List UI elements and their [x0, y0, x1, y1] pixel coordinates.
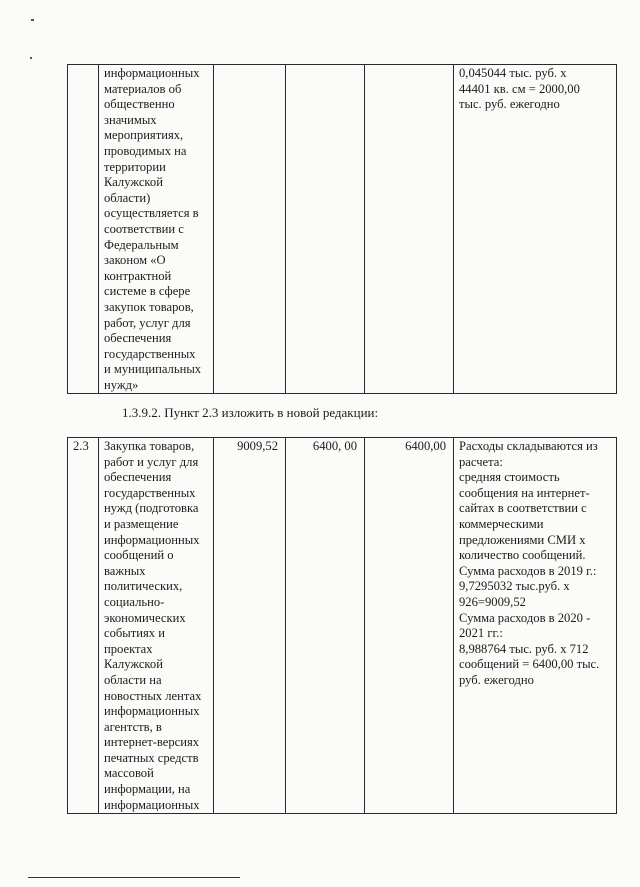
- cell-description: Закупка товаров, работ и услуг для обеспечения государственных нужд (подготовка и размещение информационных сообщений о важных политических, социально- экономических событиях и проектах Калужской области на новостных лентах информационных агентств, в интернет-версиях печатных средств массовой информации, на информационных: [99, 438, 214, 814]
- scan-artifact: [30, 57, 32, 59]
- cell-item-number: [68, 65, 99, 394]
- cell-amount-2021: 6400,00: [365, 438, 454, 814]
- budget-table-item-2-3: [67, 437, 617, 814]
- budget-table-continuation: [67, 64, 617, 394]
- cell-justification: Расходы складываются из расчета: средняя стоимость сообщения на интернет- сайтах в соответствии с коммерческими предложениями СМИ х количество сообщений. Сумма расходов в 2019 г.: 9,7295032 тыс.руб. х 926=9009,52 Сумма расходов в 2020 - 2021 гг.: 8,988764 тыс. руб. х 712 сообщений = 6400,00 тыс. руб. ежегодно: [454, 438, 617, 814]
- cell-amount-2020: [286, 65, 365, 394]
- scan-artifact: [31, 19, 34, 21]
- cell-amount-2019: 9009,52: [214, 438, 286, 814]
- table-row: [68, 438, 617, 814]
- cell-item-number: 2.3: [68, 438, 99, 814]
- footnote-rule: [28, 877, 240, 878]
- cell-amount-2021: [365, 65, 454, 394]
- cell-amount-2019: [214, 65, 286, 394]
- cell-description: информационных материалов об общественно значимых мероприятиях, проводимых на территории Калужской области) осуществляется в соответствии с Федеральным законом «О контрактной системе в сфере закупок товаров, работ, услуг для обеспечения государственных и муниципальных нужд»: [99, 65, 214, 394]
- cell-amount-2020: 6400, 00: [286, 438, 365, 814]
- table-row: [68, 65, 617, 394]
- cell-justification: 0,045044 тыс. руб. х 44401 кв. см = 2000,00 тыс. руб. ежегодно: [454, 65, 617, 394]
- amendment-paragraph: 1.3.9.2. Пункт 2.3 изложить в новой редакции:: [122, 405, 379, 420]
